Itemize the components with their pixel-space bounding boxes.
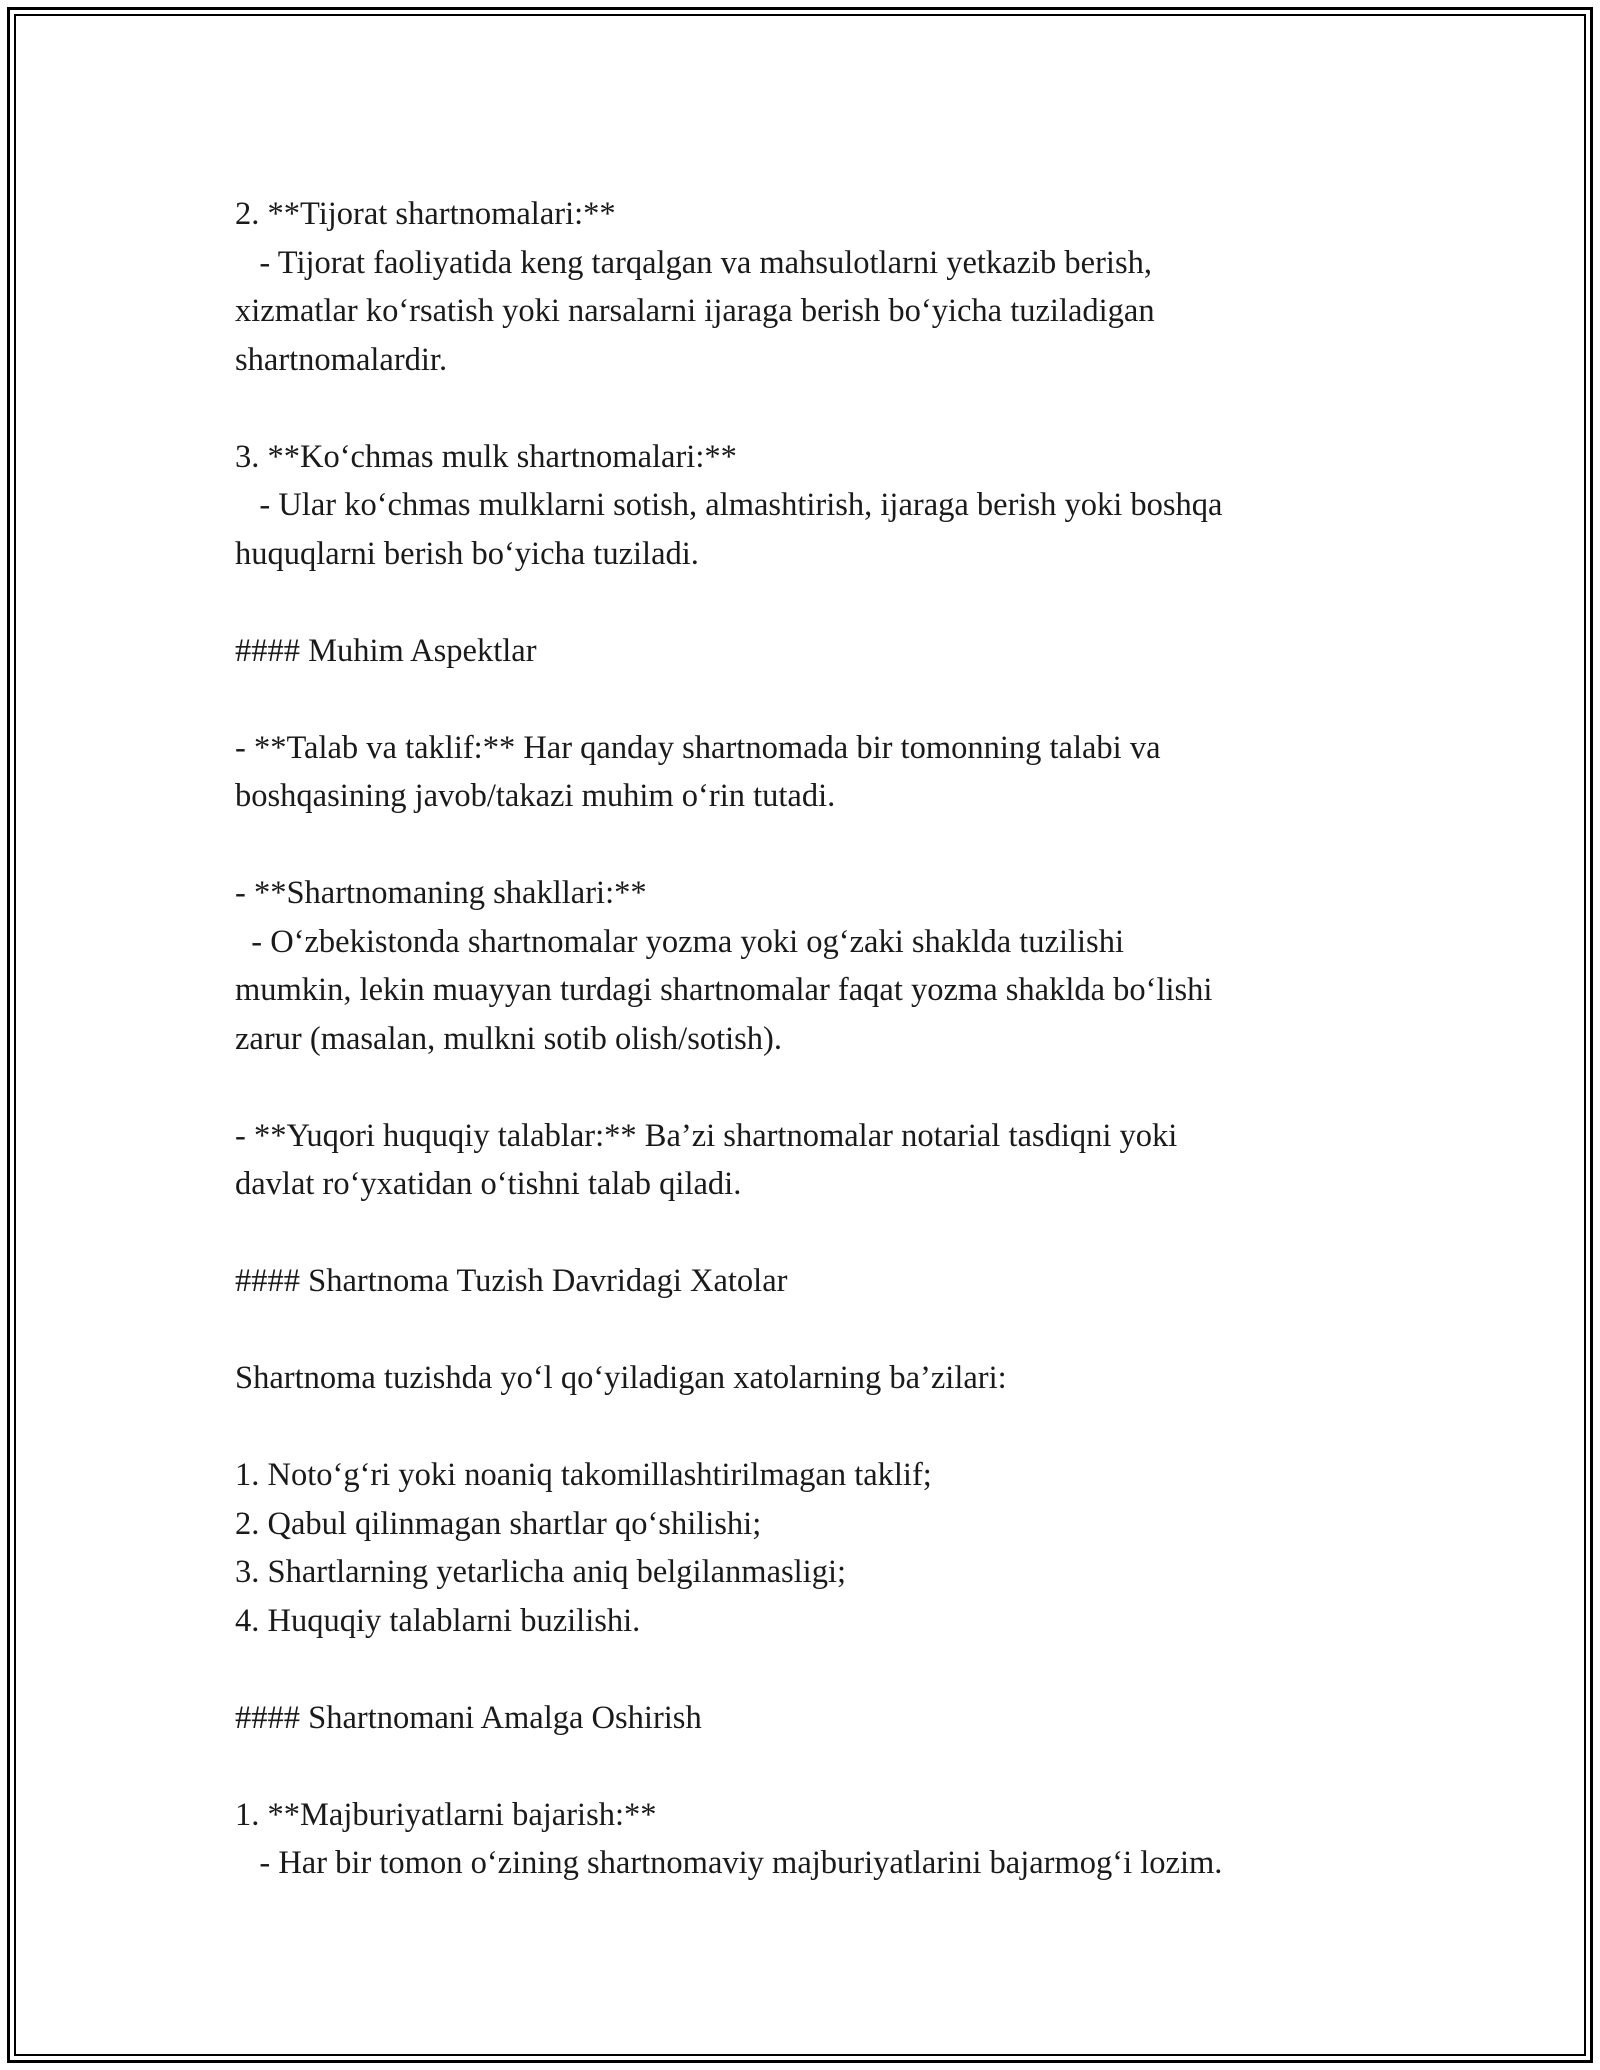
blank-line	[235, 1742, 1385, 1791]
text-line: davlat ro‘yxatidan o‘tishni talab qiladi.	[235, 1166, 742, 1202]
text-line: - **Talab va taklif:** Har qanday shartnomada bir tomonning talabi va	[235, 729, 1161, 766]
text-line: - **Shartnomaning shakllari:**	[235, 875, 647, 911]
text-line: - Har bir tomon o‘zining shartnomaviy majburiyatlarini bajarmog‘i lozim.	[235, 1845, 1223, 1881]
text-line: - Tijorat faoliyatida keng tarqalgan va mahsulotlarni yetkazib berish,	[235, 244, 1152, 281]
blank-line	[235, 1403, 1385, 1452]
text-line: 1. **Majburiyatlarni bajarish:**	[235, 1796, 657, 1833]
text-line: xizmatlar ko‘rsatish yoki narsalarni ijaraga berish bo‘yicha tuziladigan	[235, 293, 1155, 329]
section-heading: #### Muhim Aspektlar	[235, 632, 537, 669]
section-heading: #### Shartnoma Tuzish Davridagi Xatolar	[235, 1263, 788, 1299]
list-item: 3. Shartlarning yetarlicha aniq belgilanmasligi;	[235, 1554, 847, 1590]
blank-line	[235, 675, 1385, 724]
list-item: 1. Noto‘g‘ri yoki noaniq takomillashtirilmagan taklif;	[235, 1457, 932, 1493]
list-item: 4. Huquqiy talablarni buzilishi.	[235, 1602, 641, 1639]
blank-line	[235, 821, 1385, 870]
document-body	[235, 190, 1385, 1888]
list-item: 2. Qabul qilinmagan shartlar qo‘shilishi;	[235, 1505, 762, 1542]
text-line: shartnomalardir.	[235, 341, 448, 378]
text-line: boshqasining javob/takazi muhim o‘rin tutadi.	[235, 778, 836, 814]
blank-line	[235, 1645, 1385, 1694]
text-line: 3. **Ko‘chmas mulk shartnomalari:**	[235, 438, 737, 475]
text-line: - Ular ko‘chmas mulklarni sotish, almashtirish, ijaraga berish yoki boshqa	[235, 487, 1223, 523]
blank-line	[235, 384, 1385, 433]
text-line: zarur (masalan, mulkni sotib olish/sotish).	[235, 1020, 783, 1057]
text-line: - **Yuqori huquqiy talablar:** Ba’zi shartnomalar notarial tasdiqni yoki	[235, 1117, 1178, 1154]
blank-line	[235, 1306, 1385, 1355]
text-line: - O‘zbekistonda shartnomalar yozma yoki og‘zaki shaklda tuzilishi	[235, 923, 1124, 960]
blank-line	[235, 1063, 1385, 1112]
section-heading: #### Shartnomani Amalga Oshirish	[235, 1699, 702, 1736]
text-line: Shartnoma tuzishda yo‘l qo‘yiladigan xatolarning ba’zilari:	[235, 1360, 1007, 1396]
blank-line	[235, 1209, 1385, 1258]
text-line: 2. **Tijorat shartnomalari:**	[235, 196, 616, 232]
text-line: huquqlarni berish bo‘yicha tuziladi.	[235, 535, 699, 572]
blank-line	[235, 578, 1385, 627]
text-line: mumkin, lekin muayyan turdagi shartnomalar faqat yozma shaklda bo‘lishi	[235, 972, 1213, 1008]
